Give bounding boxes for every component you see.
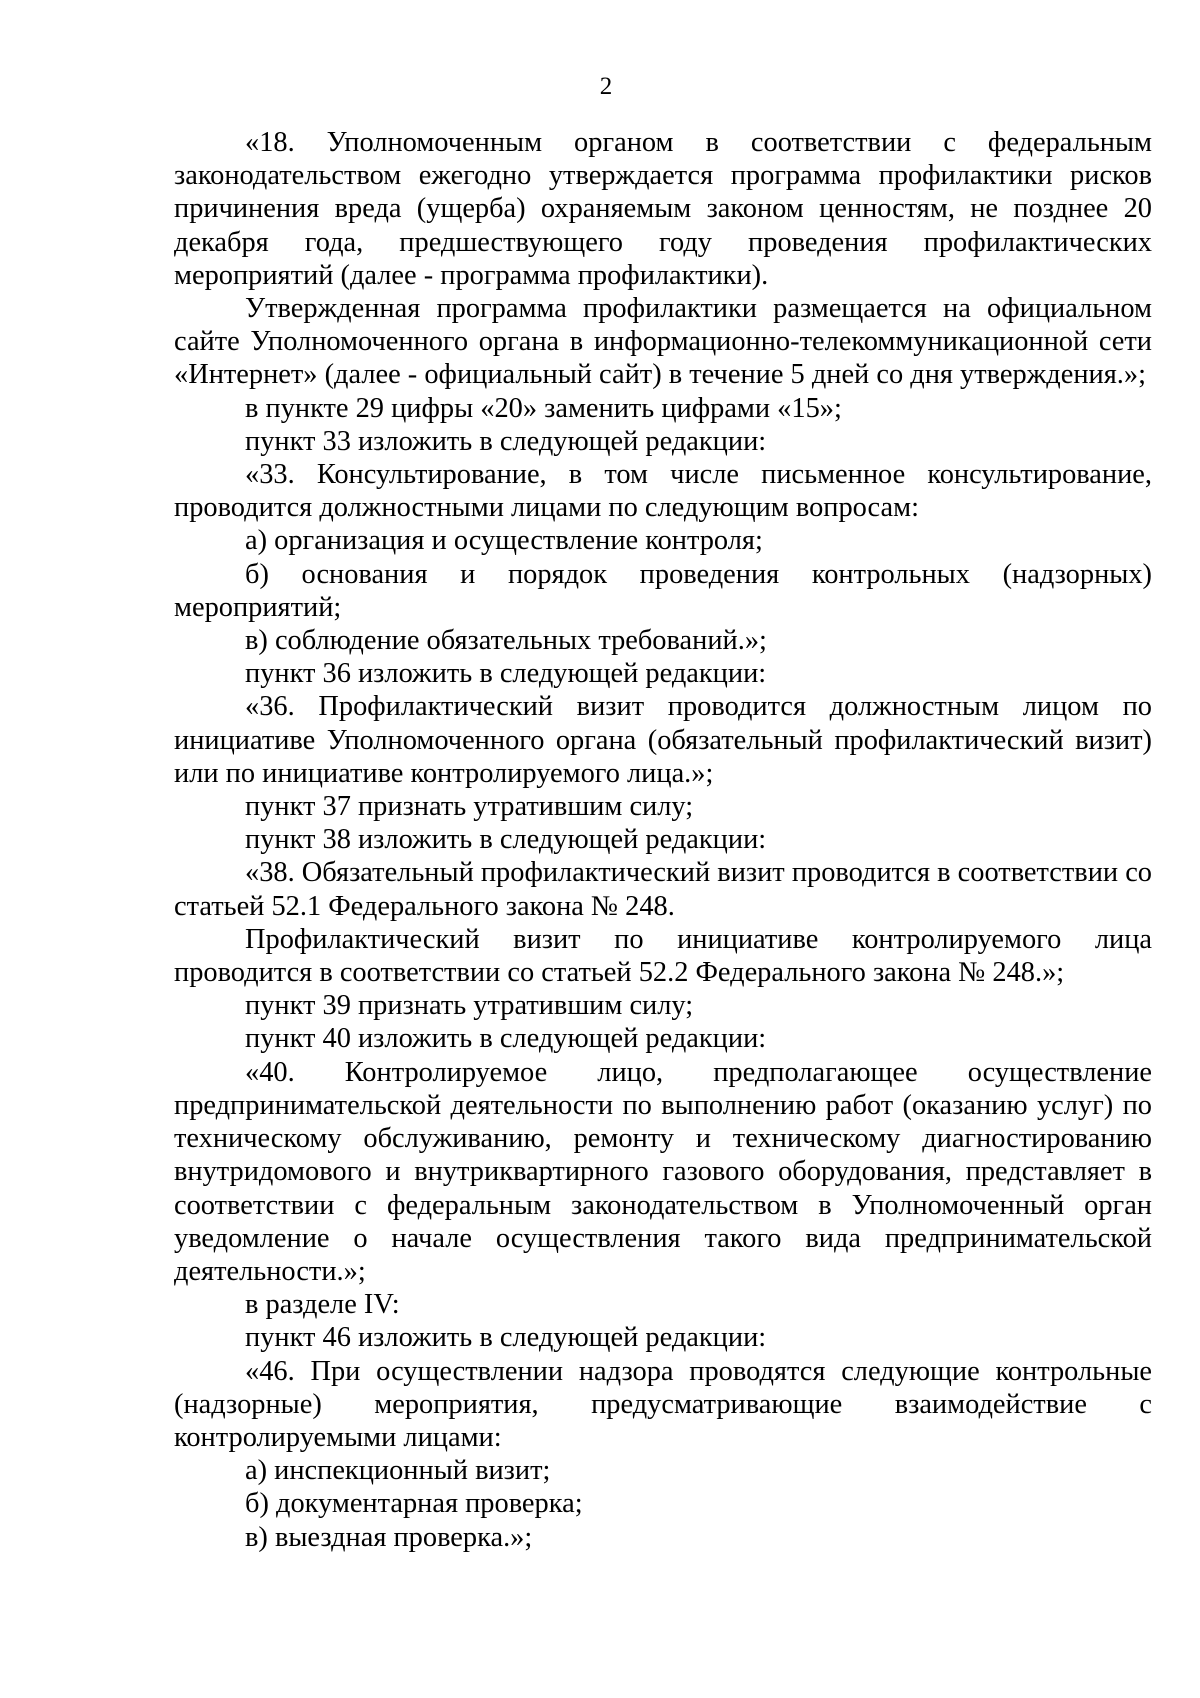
list-item: а) организация и осуществление контроля; (245, 525, 763, 557)
paragraph: «46. При осуществлении надзора проводятся следующие контрольные (надзорные) мероприятия, предусматривающие взаимодействие с контролируемыми лицами: (174, 1355, 1152, 1453)
list-item: а) инспекционный визит; (245, 1455, 551, 1487)
page-number: 2 (599, 73, 613, 100)
paragraph: в пункте 29 цифры «20» заменить цифрами «15»; (245, 392, 842, 424)
paragraph: пункт 33 изложить в следующей редакции: (245, 425, 767, 457)
paragraph: пункт 37 признать утратившим силу; (245, 791, 694, 823)
paragraph: пункт 46 изложить в следующей редакции: (245, 1322, 767, 1354)
paragraph: пункт 38 изложить в следующей редакции: (245, 824, 767, 856)
paragraph: «40. Контролируемое лицо, предполагающее осуществление предпринимательской деятельности по выполнению работ (оказанию услуг) по техническому обслуживанию, ремонту и техническому диагностированию внутридомового и внутриквартирного газового оборудования, представляет в соответствии с федеральным законодательством в Уполномоченный орган уведомление о начале осуществления такого вида предпринимательской деятельности.»; (174, 1056, 1152, 1287)
list-item: б) документарная проверка; (245, 1488, 583, 1520)
list-item: в) выездная проверка.»; (245, 1521, 533, 1553)
list-item: в) соблюдение обязательных требований.»; (245, 625, 767, 657)
paragraph: Утвержденная программа профилактики размещается на официальном сайте Уполномоченного органа в информационно-телекоммуникационной сети «Интернет» (далее - официальный сайт) в течение 5 дней со дня утверждения.»; (174, 293, 1152, 391)
document-body (174, 126, 1152, 1554)
paragraph: «38. Обязательный профилактический визит проводится в соответствии со статьей 52.1 Федерального закона № 248. (174, 857, 1152, 922)
list-item: б) основания и порядок проведения контрольных (надзорных) мероприятий; (174, 558, 1152, 623)
paragraph: «36. Профилактический визит проводится должностным лицом по инициативе Уполномоченного органа (обязательный профилактический визит) или по инициативе контролируемого лица.»; (174, 691, 1152, 789)
paragraph: в разделе IV: (245, 1289, 400, 1321)
paragraph: «18. Уполномоченным органом в соответствии с федеральным законодательством ежегодно утверждается программа профилактики рисков причинения вреда (ущерба) охраняемым законом ценностям, не позднее 20 декабря года, предшествующего году проведения профилактических мероприятий (далее - программа профилактики). (174, 127, 1152, 291)
paragraph: Профилактический визит по инициативе контролируемого лица проводится в соответствии со статьей 52.2 Федерального закона № 248.»; (174, 923, 1152, 989)
paragraph: пункт 36 изложить в следующей редакции: (245, 658, 767, 690)
paragraph: «33. Консультирование, в том числе письменное консультирование, проводится должностными лицами по следующим вопросам: (174, 459, 1152, 524)
paragraph: пункт 40 изложить в следующей редакции: (245, 1023, 767, 1055)
paragraph: пункт 39 признать утратившим силу; (245, 990, 694, 1022)
